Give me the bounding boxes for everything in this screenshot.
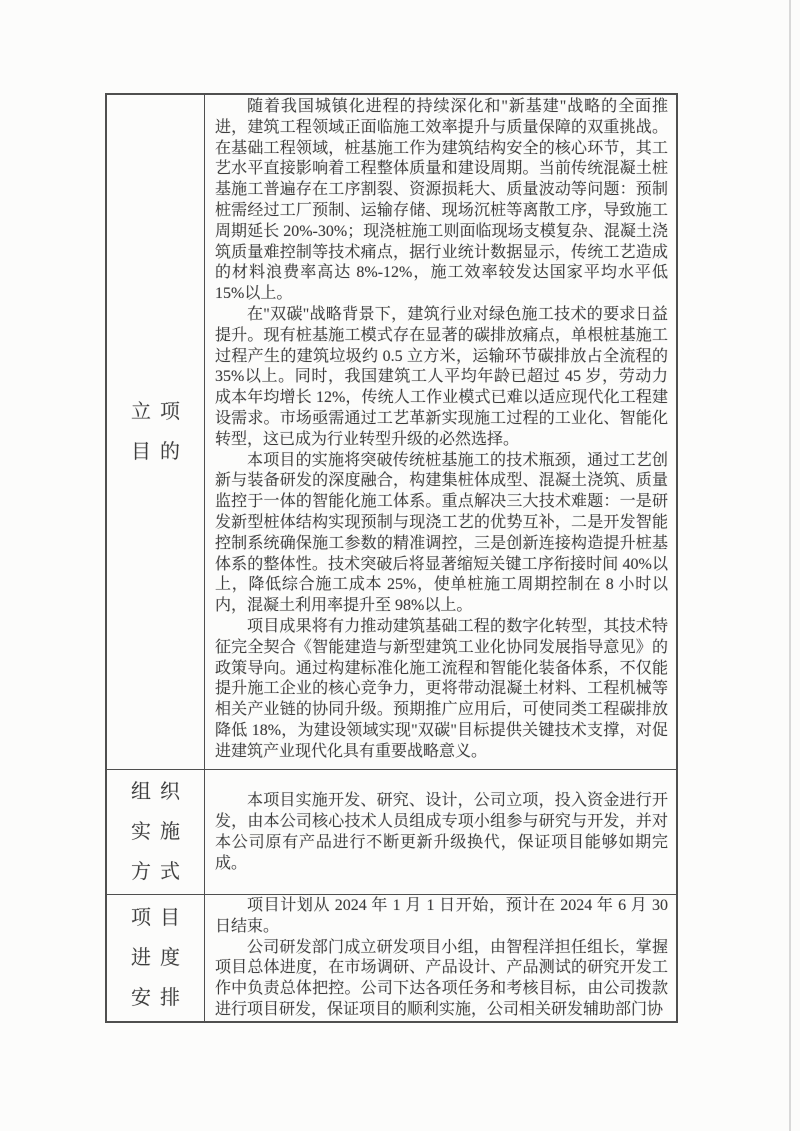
project-proposal-table bbox=[105, 93, 678, 1023]
row-label-line: 实施 bbox=[131, 821, 189, 843]
paragraph-organization-method: 本项目实施开发、研究、设计，公司立项，投入资金进行开发，由本公司核心技术人员组成专项小组参与研究与开发，并对本公司原有产品进行不断更新升级换代，保证项目能够如期完成。 bbox=[215, 792, 668, 872]
paragraph-schedule-team: 公司研发部门成立研发项目小组，由智程洋担任组长，掌握项目总体进度，在市场调研、产品设计、产品测试的研究开发工作中负责总体把控。公司下达各项任务和考核目标，由公司拨款进行项目研发，保证项目的顺利实施，公司相关研发辅助部门协 bbox=[215, 938, 668, 1018]
row-label-line: 组织 bbox=[131, 781, 189, 803]
cell-project-schedule-content bbox=[205, 895, 676, 1021]
paragraph-technical-goals: 本项目的实施将突破传统桩基施工的技术瓶颈，通过工艺创新与装备研发的深度融合，构建集桩体成型、混凝土浇筑、质量监控于一体的智能化施工体系。重点解决三大技术难题：一是研发新型桩体结构实现预制与现浇工艺的优势互补，二是开发智能控制系统确保施工参数的精准调控，三是创新连接构造提升桩基体系的整体性。技术突破后将显著缩短关键工序衔接时间 40%以上，降低综合施工成本 25%，使单桩施工周期控制在 8 小时以内，混凝土利用率提升至 98%以上。 bbox=[215, 451, 668, 615]
row-label-project-purpose bbox=[107, 95, 205, 770]
row-label-line: 项目 bbox=[131, 907, 189, 929]
cell-project-purpose-content bbox=[205, 95, 676, 770]
paragraph-dual-carbon-context: 在"双碳"战略背景下，建筑行业对绿色施工技术的要求日益提升。现有桩基施工模式存在显著的碳排放痛点，单根桩基施工过程产生的建筑垃圾约 0.5 立方米，运输环节碳排放占全流程的 35%以上。同时，我国建筑工人平均年龄已超过 45 岁，劳动力成本年均增长 12%，传统人工作业模式已难以适应现代化工程建设需求。市场亟需通过工艺革新实现施工过程的工业化、智能化转型，这已成为行业转型升级的必然选择。 bbox=[215, 305, 668, 448]
scan-edge-artifact bbox=[789, 0, 791, 1131]
cell-organization-method-content bbox=[205, 770, 676, 895]
row-label-line: 进度 bbox=[131, 947, 189, 969]
paragraph-expected-impact: 项目成果将有力推动建筑基础工程的数字化转型，其技术特征完全契合《智能建造与新型建筑工业化协同发展指导意见》的政策导向。通过构建标准化施工流程和智能化装备体系，不仅能提升施工企业的核心竞争力，更将带动混凝土材料、工程机械等相关产业链的协同升级。预期推广应用后，可使同类工程碳排放降低 18%，为建设领域实现"双碳"目标提供关键技术支撑，对促进建筑产业现代化具有重要战略意义。 bbox=[215, 617, 668, 760]
paragraph-schedule-dates: 项目计划从 2024 年 1 月 1 日开始，预计在 2024 年 6 月 30 日结束。 bbox=[215, 897, 668, 935]
row-label-line: 目的 bbox=[131, 441, 189, 463]
row-label-line: 安排 bbox=[131, 987, 189, 1009]
paragraph-background-challenges: 随着我国城镇化进程的持续深化和"新基建"战略的全面推进，建筑工程领域正面临施工效率提升与质量保障的双重挑战。在基础工程领域，桩基施工作为建筑结构安全的核心环节，其工艺水平直接影响着工程整体质量和建设周期。当前传统混凝土桩基施工普遍存在工序割裂、资源损耗大、质量波动等问题：预制桩需经过工厂预制、运输存储、现场沉桩等离散工序，导致施工周期延长 20%-30%；现浇桩施工则面临现场支模复杂、混凝土浇筑质量难控制等技术痛点，据行业统计数据显示，传统工艺造成的材料浪费率高达 8%-12%，施工效率较发达国家平均水平低 15%以上。 bbox=[215, 98, 668, 303]
row-label-line: 方式 bbox=[131, 861, 189, 883]
row-label-project-schedule bbox=[107, 895, 205, 1021]
row-label-organization-method bbox=[107, 770, 205, 895]
row-label-line: 立项 bbox=[131, 401, 189, 423]
